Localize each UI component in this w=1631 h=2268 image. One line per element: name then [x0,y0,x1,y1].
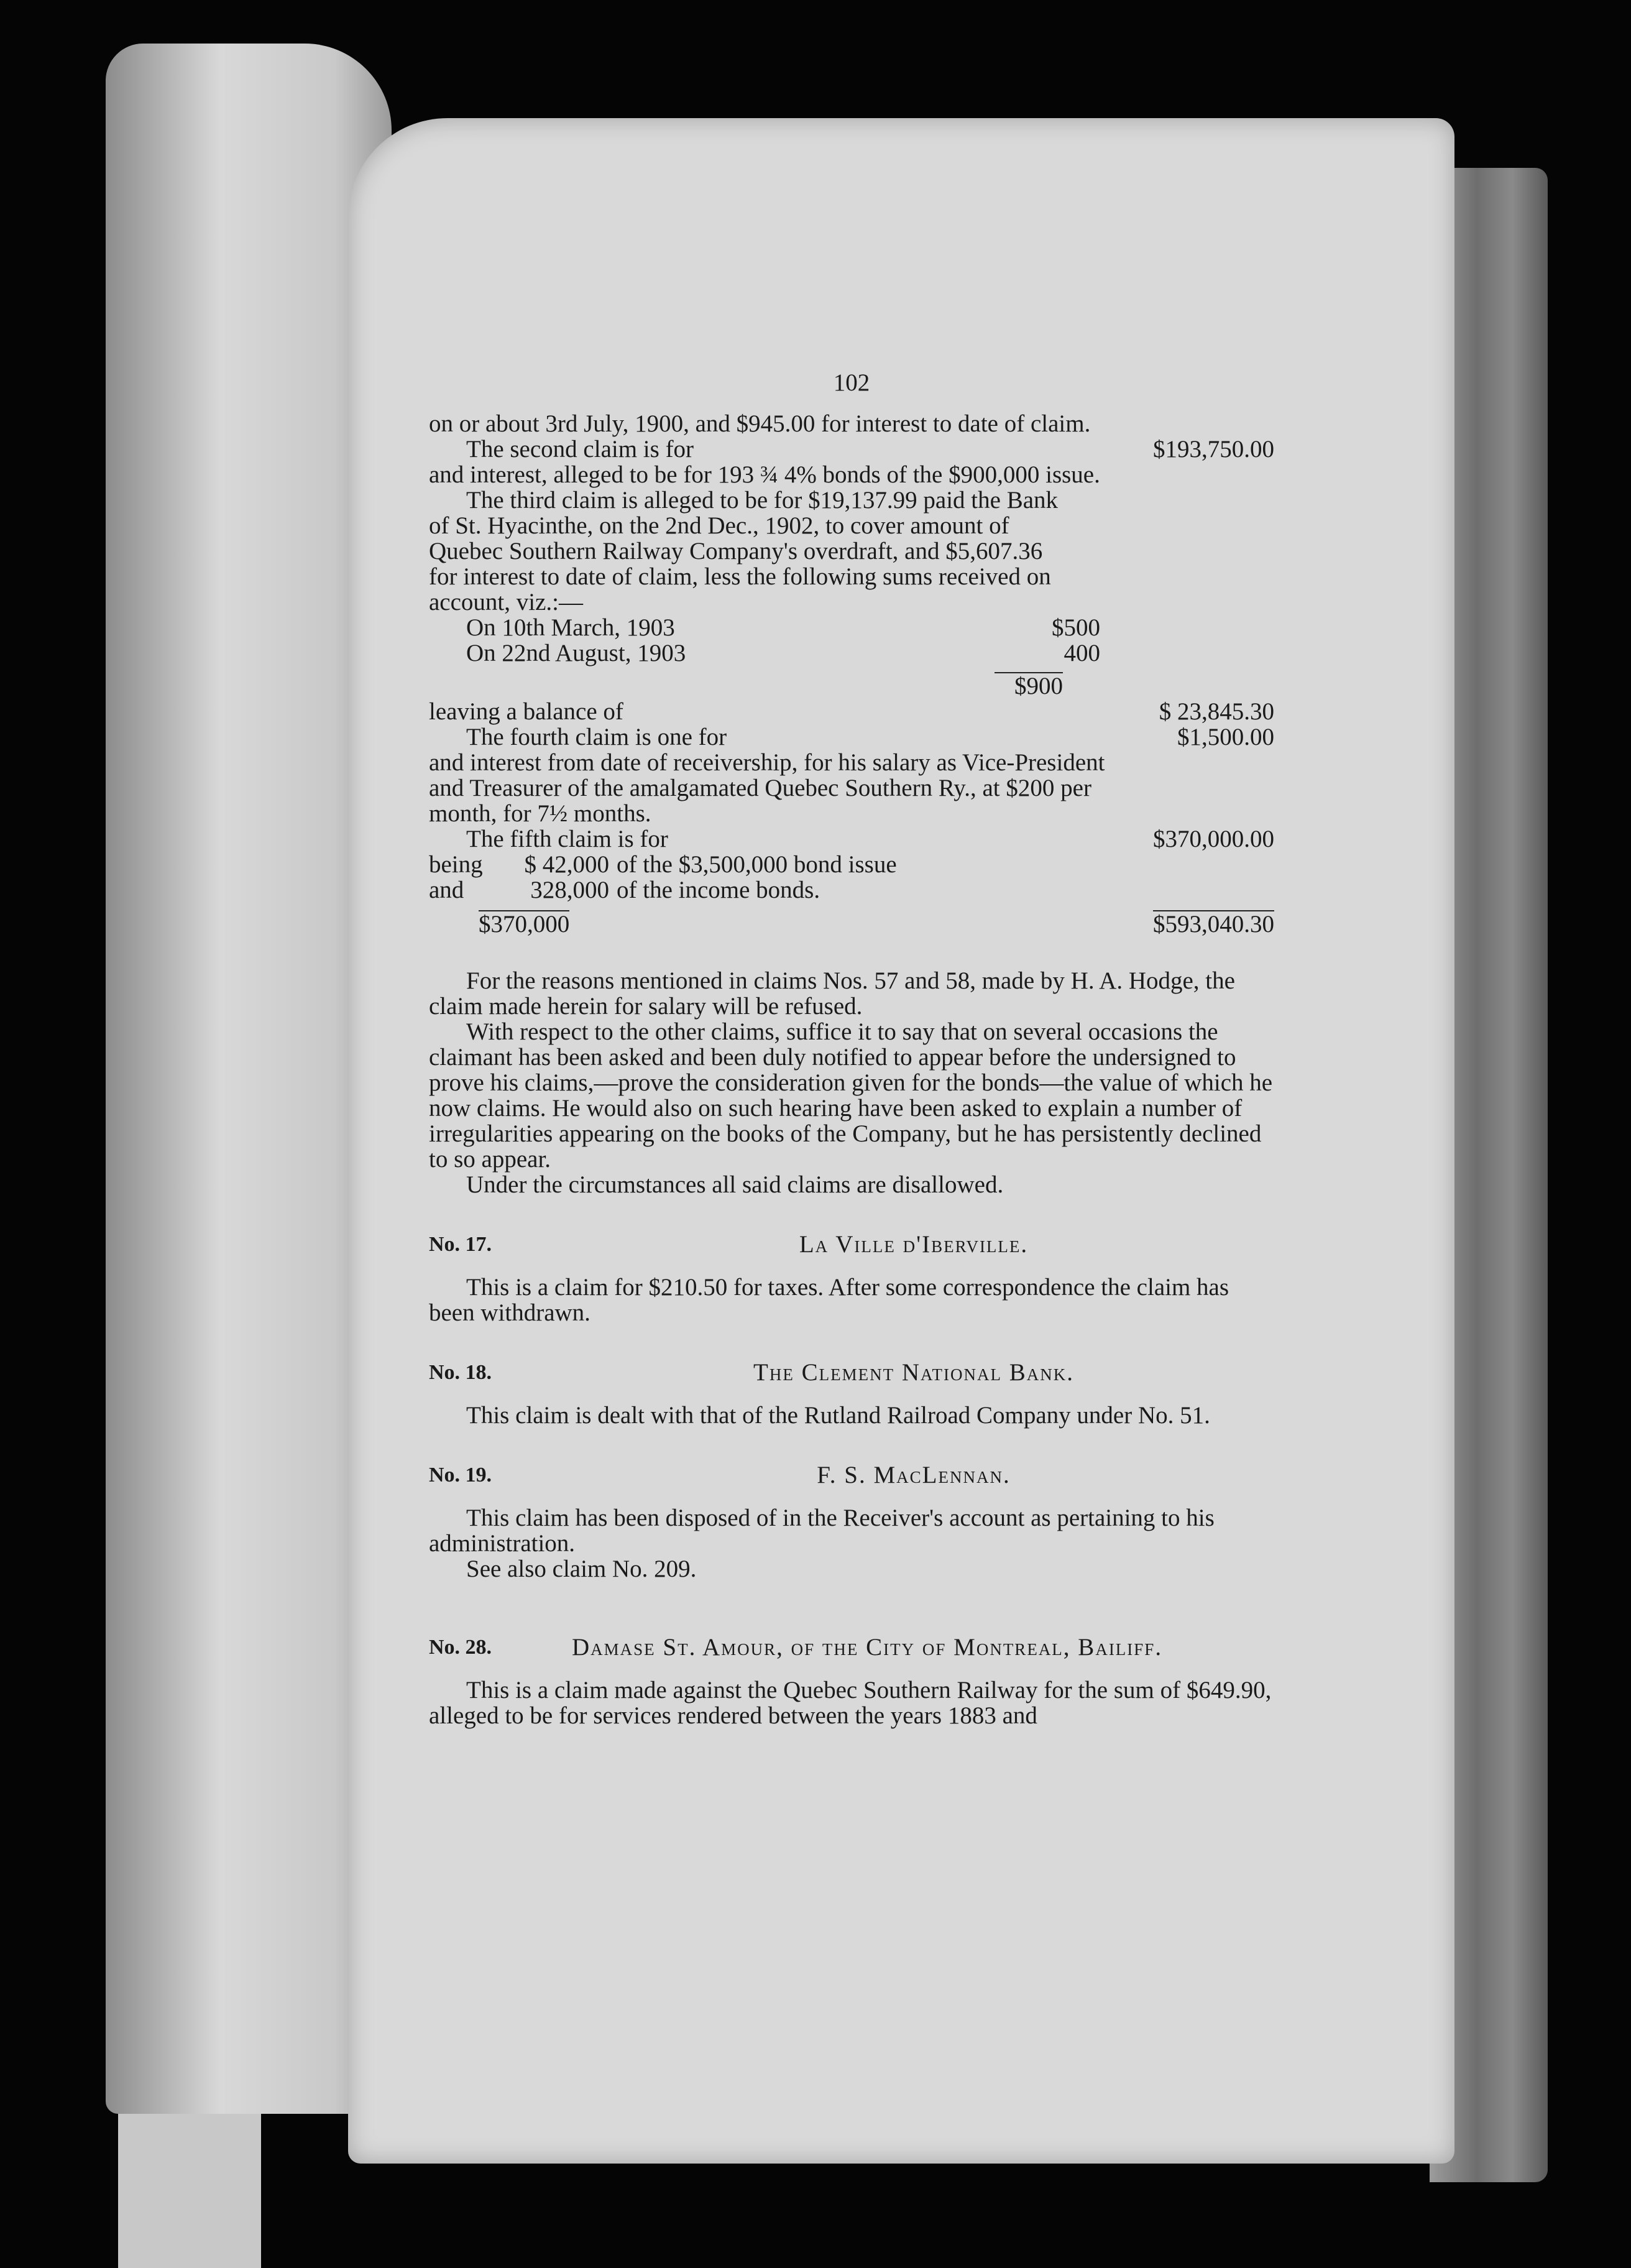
claim-text: This is a claim for $210.50 for taxes. After some correspondence the claim has been withdrawn. [429,1274,1229,1326]
claim-name: The Clement National Bank. [753,1359,1074,1386]
page-content [429,370,1274,1728]
claim-text: This claim is dealt with that of the Rutland Railroad Company under No. 51. [466,1402,1210,1429]
bond-line-2 [429,877,1274,903]
fourth-claim-amount: $1,500.00 [1177,724,1274,750]
balance-row [429,699,1274,724]
text-line: on or about 3rd July, 1900, and $945.00 for interest to date of claim. [429,410,1091,437]
fourth-claim-text: and interest from date of receivership, for his salary as Vice-President and Treasurer of the amalgamated Quebec Southern Ry., at $200 per month, for 7½ months. [429,749,1105,827]
paragraph: With respect to the other claims, suffice it to say that on several occasions the claimant has been asked and been duly notified to appear before the undersigned to prove his claims,—prove the consideration given for the bonds—the value of which he now claims. He would also on such hearing have been asked to explain a number of irregularities appearing on the books of the Company, but he has persistently declined to so appear. [429,1018,1273,1173]
totals-row [429,910,1274,937]
claim-heading [429,1360,1274,1385]
left-page-edge [118,2114,261,2268]
fifth-claim-label: The fifth claim is for [466,826,668,852]
second-claim-label: The second claim is for [466,436,694,463]
claim-number: No. 18. [429,1361,492,1384]
bond-total: $370,000 [479,911,570,938]
claim-number: No. 17. [429,1233,492,1256]
claim-name: Damase St. Amour, of the City of Montreal, Bailiff. [572,1634,1163,1661]
claim-text: This is a claim made against the Quebec Southern Railway for the sum of $649.90, alleged to be for services rendered between the years 1883 and [429,1677,1272,1729]
balance-amount: $ 23,845.30 [1159,698,1274,725]
sub-total-row [429,672,1063,699]
bond-value: 328,000 [530,877,609,903]
bond-label: and [429,877,464,903]
claim-heading [429,1634,1274,1660]
claim-heading [429,1462,1274,1488]
paragraph: Under the circumstances all said claims are disallowed. [466,1171,1004,1198]
sub-row-2 [429,640,1100,666]
second-claim-amount: $193,750.00 [1153,436,1274,463]
paragraph: For the reasons mentioned in claims Nos. 57 and 58, made by H. A. Hodge, the claim made herein for salary will be refused. [429,967,1235,1020]
sub-label: On 22nd August, 1903 [466,640,686,666]
sub-value: $500 [1052,614,1100,641]
bond-label: being [429,851,483,878]
page-number: 102 [833,369,870,396]
claim-text: This claim has been disposed of in the Receiver's account as pertaining to his administration. [429,1505,1215,1557]
sub-label: On 10th March, 1903 [466,614,675,641]
fourth-claim-label: The fourth claim is one for [466,724,727,750]
bond-text: of the $3,500,000 bond issue [617,851,897,878]
claim-heading [429,1232,1274,1257]
bond-value: $ 42,000 [524,851,609,878]
grand-total: $593,040.30 [1153,911,1274,938]
bond-line-1 [429,852,1274,877]
balance-label: leaving a balance of [429,698,623,725]
claim-name: La Ville d'Iberville. [799,1231,1029,1258]
sub-total: $900 [995,672,1063,699]
text-line: and interest, alleged to be for 193 ¾ 4% bonds of the $900,000 issue. [429,461,1100,488]
fifth-claim-row [429,826,1274,852]
claim-number: No. 28. [429,1636,492,1659]
claim-name: F. S. MacLennan. [817,1462,1011,1488]
sub-value: 400 [1064,640,1100,666]
third-claim-text: The third claim is alleged to be for $19,137.99 paid the Bank of St. Hyacinthe, on the 2nd Dec., 1902, to cover amount of Quebec Southern Railway Company's overdraft, and $5,607.36 for interest to date of claim, less the following sums received on account, viz.:— [429,487,1059,615]
sub-row-1 [429,615,1100,640]
claim-number: No. 19. [429,1464,492,1487]
fifth-claim-amount: $370,000.00 [1153,826,1274,852]
bond-text: of the income bonds. [617,877,820,903]
claim-text: See also claim No. 209. [466,1556,697,1582]
fourth-claim-row [429,724,1274,750]
second-claim-row [429,436,1274,462]
